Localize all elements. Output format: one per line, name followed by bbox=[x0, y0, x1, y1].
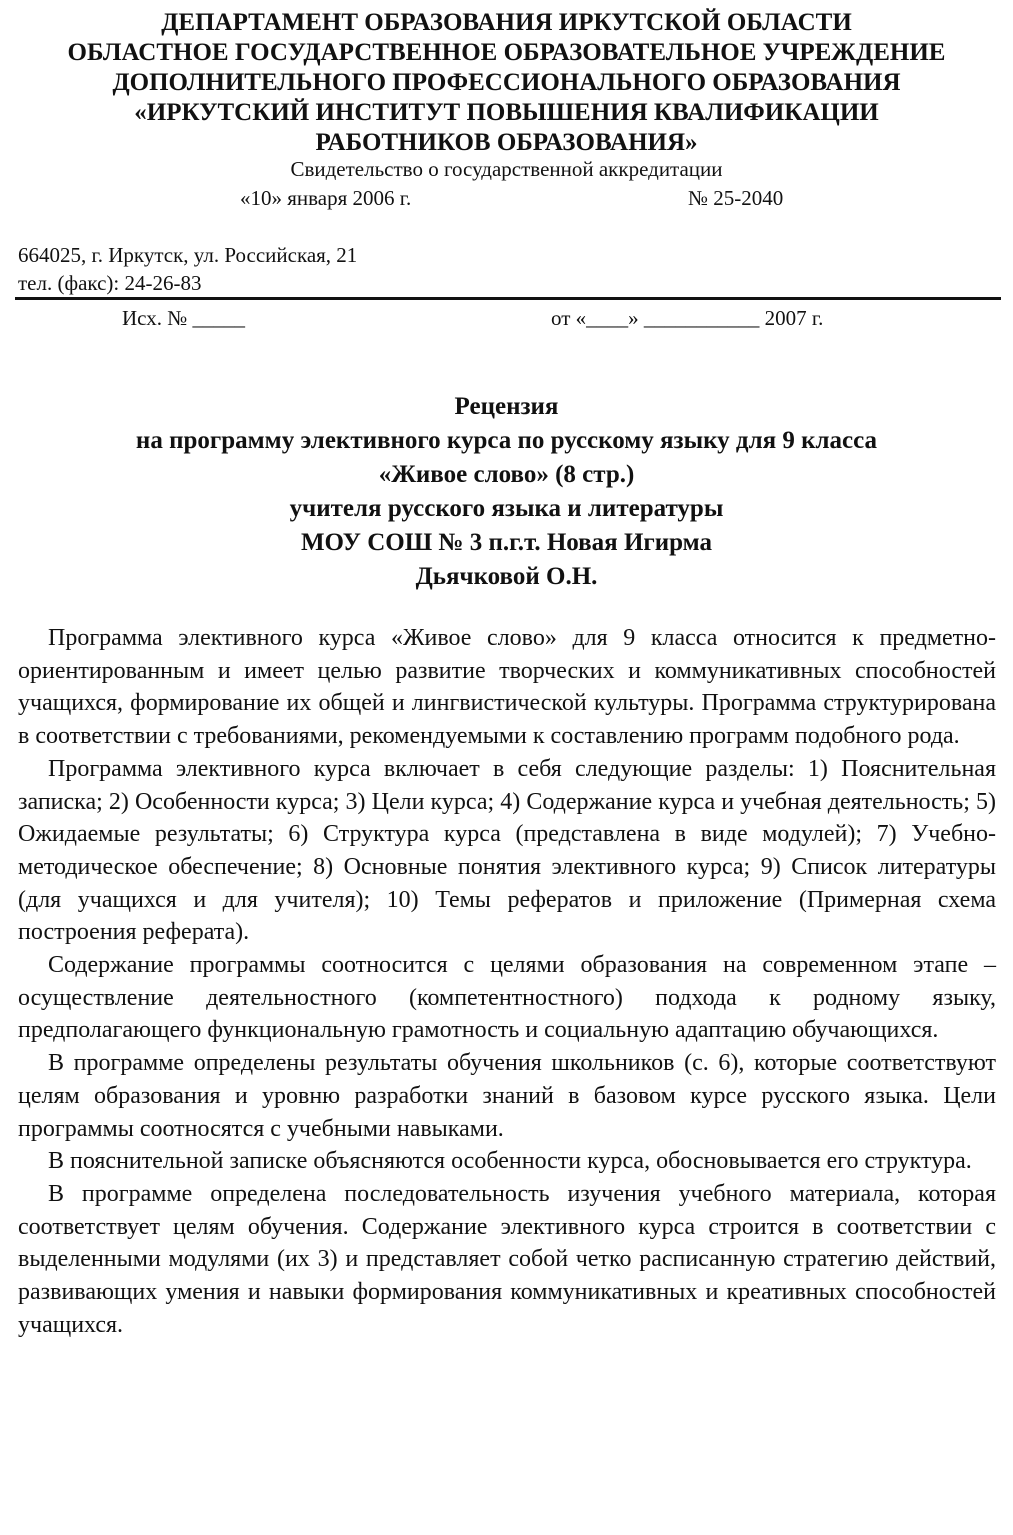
header-line-5: РАБОТНИКОВ ОБРАЗОВАНИЯ» bbox=[315, 129, 698, 156]
title-line-5: МОУ СОШ № 3 п.г.т. Новая Игирма bbox=[300, 529, 713, 556]
header-divider bbox=[15, 297, 1001, 300]
header-line-4: «ИРКУТСКИЙ ИНСТИТУТ ПОВЫШЕНИЯ КВАЛИФИКАЦИИ bbox=[134, 99, 879, 126]
paragraph-4: В программе определены результаты обучения школьников (с. 6), которые соответствуют целям образования и уровню разработки знаний в базовом курсе русского языка. Цели программы соотносятся с учебными навыками. bbox=[18, 1050, 996, 1142]
paragraph-5: В пояснительной записке объясняются особенности курса, обосновывается его структура. bbox=[48, 1148, 972, 1175]
review-title bbox=[0, 390, 1013, 594]
paragraph-1: Программа элективного курса «Живое слово» для 9 класса относится к предметно-ориентированным и имеет целью развитие творческих и коммуникативных способностей учащихся, формирование их общей и лингвистической культуры. Программа структурирована в соответствии с требованиями, рекомендуемыми к составлению программ подобного рода. bbox=[18, 625, 996, 750]
accreditation-number: № 25-2040 bbox=[688, 186, 784, 210]
outgoing-number: Исх. № _____ bbox=[122, 306, 245, 330]
paragraph-2: Программа элективного курса включает в себя следующие разделы: 1) Пояснительная записка; 2) Особенности курса; 3) Цели курса; 4) Содержание курса и учебная деятельность; 5) Ожидаемые результаты; 6) Структура курса (представлена в виде модулей); 7) Учебно-методическое обеспечение; 8) Основные понятия элективного курса; 9) Список литературы (для учащихся и для учителя); 10) Темы рефератов и приложение (Примерная схема построения реферата). bbox=[18, 755, 996, 946]
accreditation-title: Свидетельство о государственной аккредитации bbox=[290, 157, 723, 181]
title-line-4: учителя русского языка и литературы bbox=[289, 495, 724, 522]
paragraph-3: Содержание программы соотносится с целями образования на современном этапе – осуществление деятельностного (компетентностного) подхода к родному языку, предполагающего функциональную грамотность и социальную адаптацию обучающихся. bbox=[18, 952, 996, 1044]
title-line-2: на программу элективного курса по русскому языку для 9 класса bbox=[135, 427, 878, 454]
institution-header bbox=[0, 8, 1013, 158]
title-line-3: «Живое слово» (8 стр.) bbox=[378, 461, 635, 488]
address-phone: тел. (факс): 24-26-83 bbox=[18, 271, 202, 295]
address-street: 664025, г. Иркутск, ул. Российская, 21 bbox=[18, 243, 358, 267]
review-body bbox=[18, 622, 996, 1341]
accreditation-date: «10» января 2006 г. bbox=[240, 186, 412, 210]
header-line-1: ДЕПАРТАМЕНТ ОБРАЗОВАНИЯ ИРКУТСКОЙ ОБЛАСТИ bbox=[161, 9, 852, 36]
header-line-2: ОБЛАСТНОЕ ГОСУДАРСТВЕННОЕ ОБРАЗОВАТЕЛЬНОЕ УЧРЕЖДЕНИЕ bbox=[67, 39, 946, 66]
outgoing-date: от «____» ___________ 2007 г. bbox=[551, 306, 824, 330]
title-line-1: Рецензия bbox=[454, 393, 559, 420]
title-line-6: Дьячковой О.Н. bbox=[415, 563, 598, 590]
header-line-3: ДОПОЛНИТЕЛЬНОГО ПРОФЕССИОНАЛЬНОГО ОБРАЗОВАНИЯ bbox=[112, 69, 901, 96]
paragraph-6: В программе определена последовательность изучения учебного материала, которая соответствует целям обучения. Содержание элективного курса строится в соответствии с выделенными модулями (их 3) и представляет собой четко расписанную стратегию действий, развивающих умения и навыки формирования коммуникативных и креативных способностей учащихся. bbox=[18, 1180, 996, 1338]
